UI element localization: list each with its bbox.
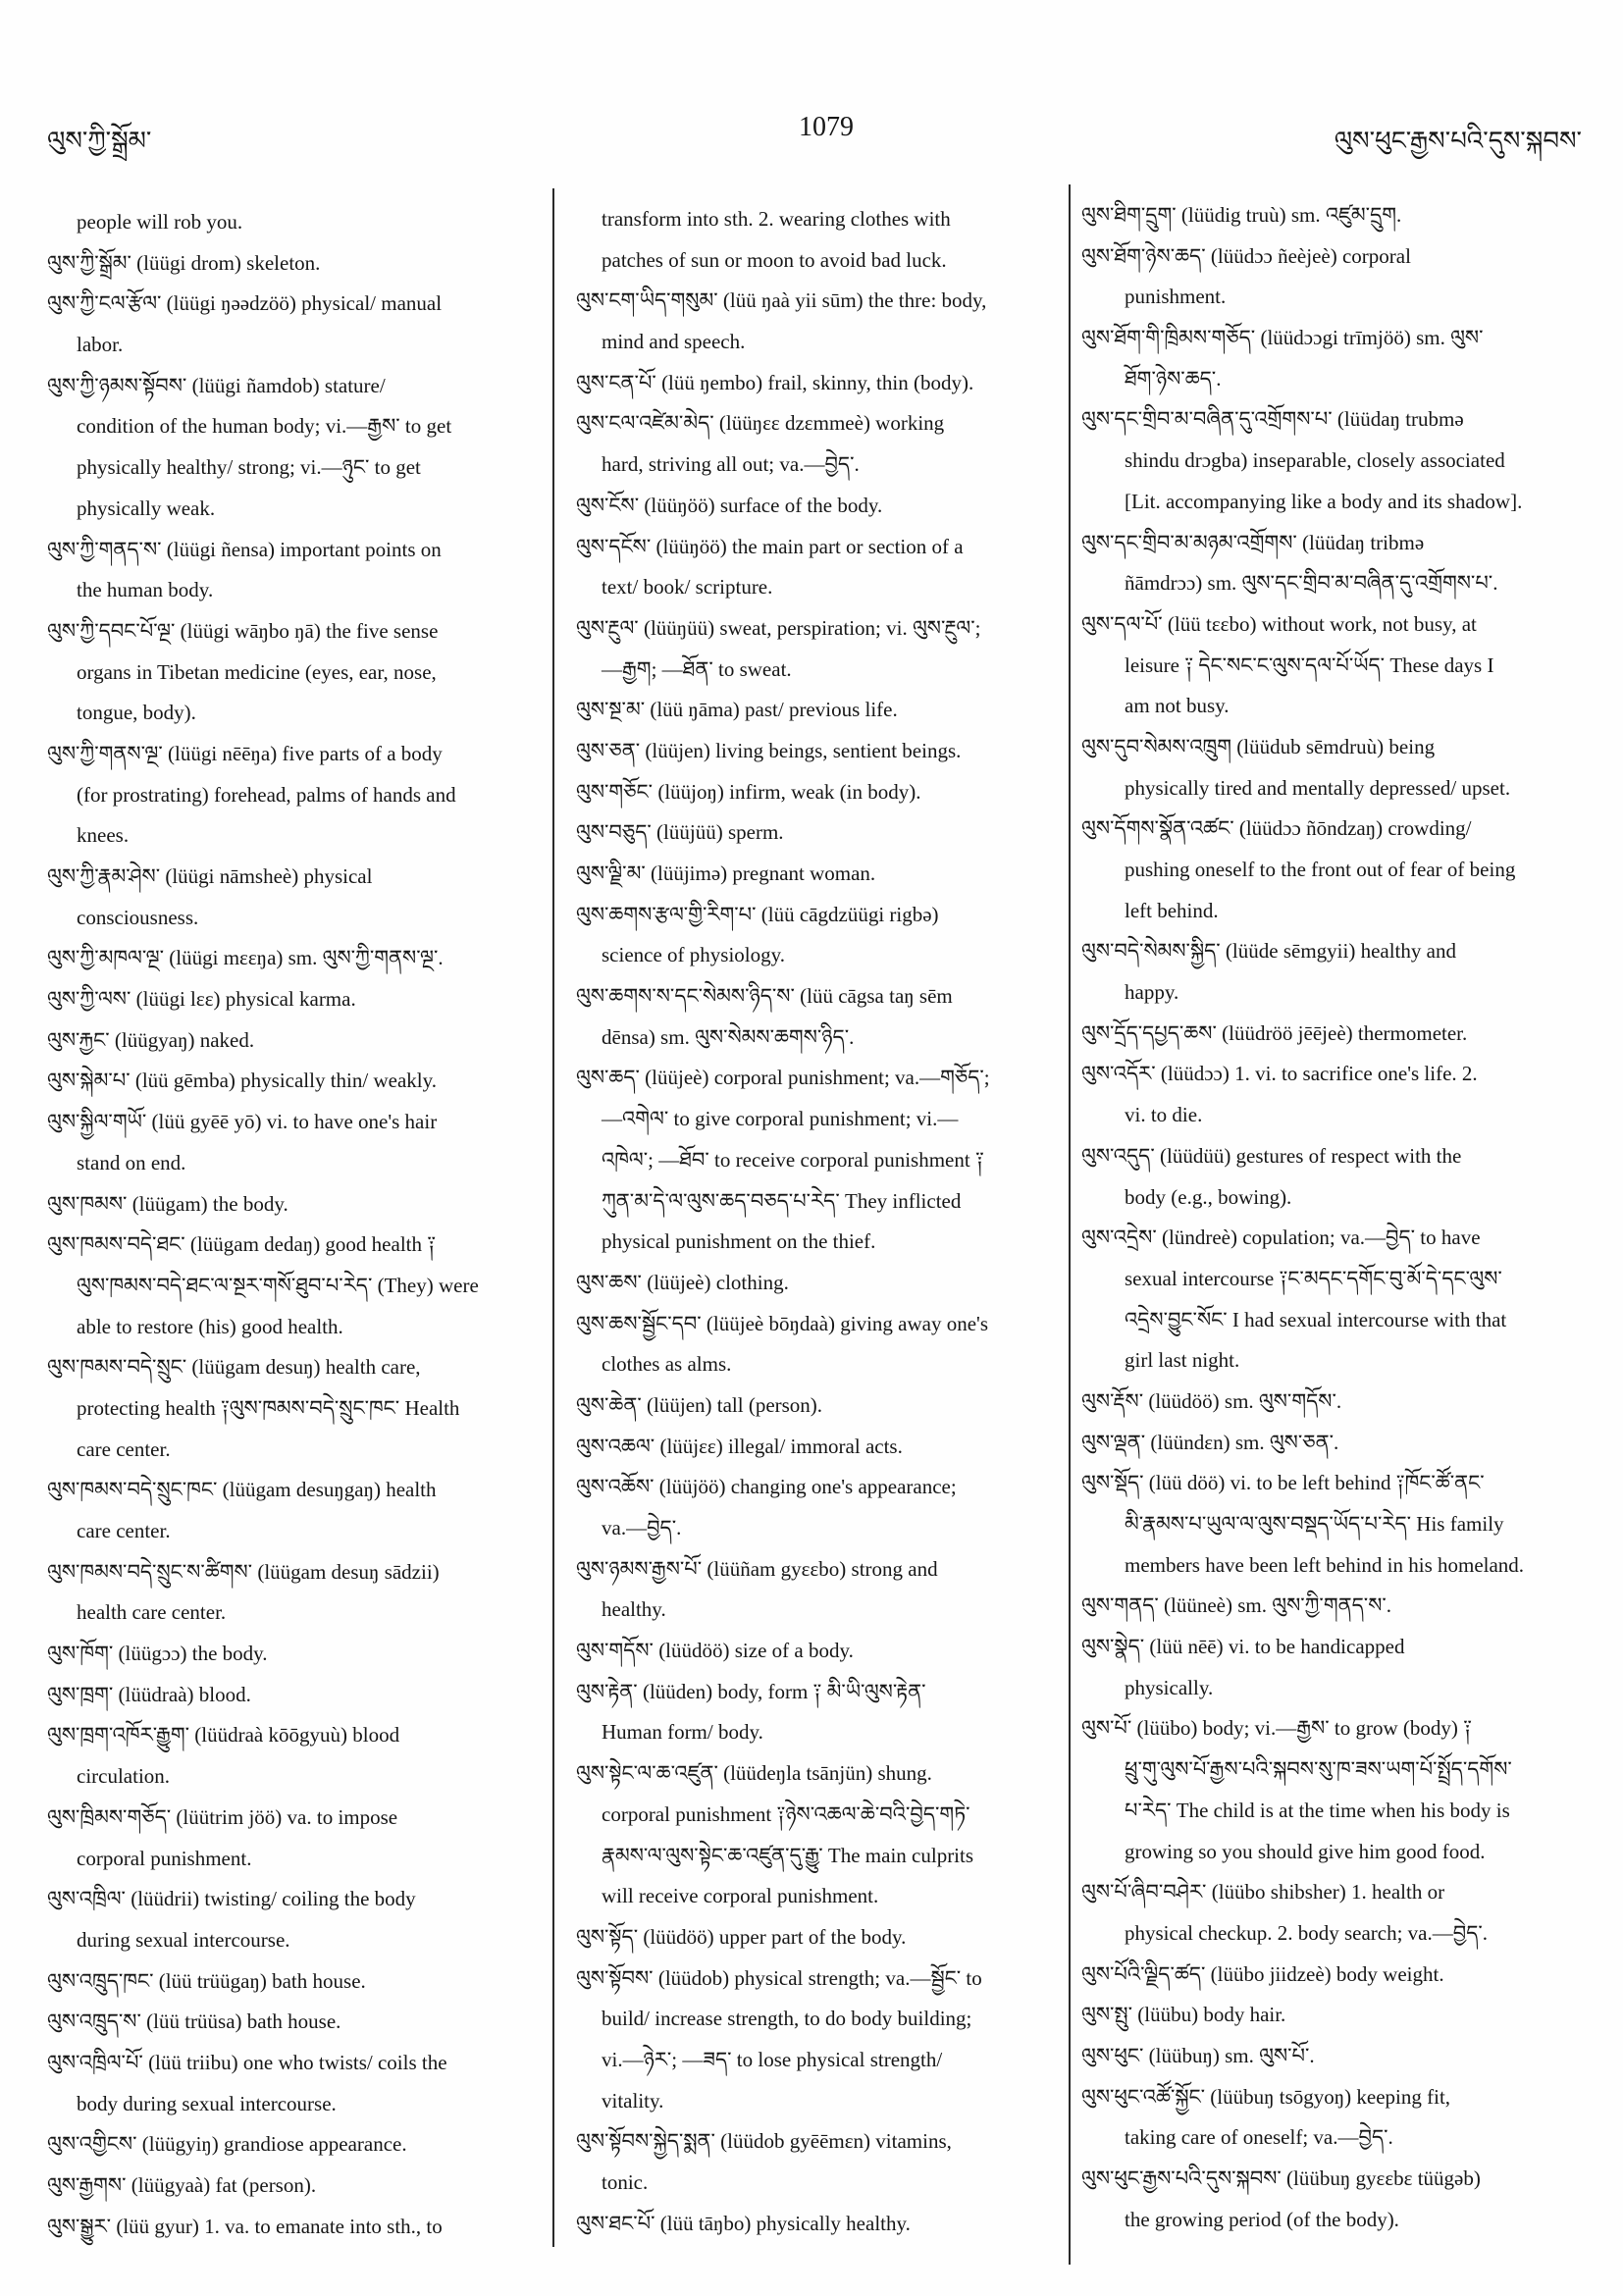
entry-headword-line: ལུས་པོ་ (lüübo) body; vi.—རྒྱས་ to grow (body) ༑ xyxy=(1081,1716,1472,1741)
entry-headword-line: ལུས་རྟེན་ (lüüden) body, form ༑ མི་ཡི་ལུས་རྟེན་ xyxy=(576,1679,926,1703)
entry-continuation-line: am not busy. xyxy=(1125,694,1230,718)
entry-headword-line: ལུས་ཀྱི་གནས་ལྔ་ (lüügi nēēŋa) five parts of a body xyxy=(47,741,443,765)
entry-headword-line: ལུས་དལ་པོ་ (lüü tɛɛbo) without work, not busy, at xyxy=(1081,611,1477,636)
dictionary-entry xyxy=(1081,2077,1592,2159)
entry-headword-line: ལུས་དོགས་སྣོན་འཚང་ (lüüdɔɔ ñōndzaŋ) crowding/ xyxy=(1081,816,1472,841)
dictionary-entry xyxy=(47,243,543,285)
entry-headword-line: ལུས་ལྡན་ (lüündɛn) sm. ལུས་ཅན་. xyxy=(1081,1430,1339,1454)
entry-headword-line: ལུས་ཁྲིམས་གཅོད་ (lüütrim jöö) va. to impose xyxy=(47,1804,398,1829)
dictionary-entry xyxy=(47,2207,543,2248)
dictionary-entry xyxy=(576,1304,1062,1385)
entry-continuation-line: mind and speech. xyxy=(602,330,746,354)
entry-headword-line: ལུས་དུབ་སེམས་འཁྲུག (lüüdub sēmdruù) being xyxy=(1081,734,1436,758)
entry-continuation-line: stand on end. xyxy=(77,1150,186,1174)
dictionary-entry xyxy=(47,366,543,530)
entry-headword-line: ལུས་ཐང་པོ་ (lüü tāŋbo) physically healthy. xyxy=(576,2211,911,2235)
dictionary-entry xyxy=(576,1549,1062,1631)
entry-continuation-line: ལུས་ཁམས་བདེ་ཐང་ལ་སྔར་གསོ་ཐུབ་པ་རེད་ (They) were xyxy=(77,1273,479,1297)
dictionary-entry xyxy=(1081,1463,1592,1586)
dictionary-entry xyxy=(1081,1014,1592,1055)
entry-headword-line: ལུས་གཅོང་ (lüüjoŋ) infirm, weak (in body). xyxy=(576,779,921,804)
entry-headword-line: ལུས་ཀྱི་ཉམས་སྟོབས་ (lüügi ñamdob) stature/ xyxy=(47,373,386,397)
dictionary-entry xyxy=(47,611,543,734)
entry-headword-line: ལུས་ཁམས་བདེ་སྲུང་ས་ཚིགས་ (lüügam desuŋ sādzii) xyxy=(47,1559,440,1584)
entry-continuation-line: physical punishment on the thief. xyxy=(602,1229,876,1254)
dictionary-entry xyxy=(47,2002,543,2043)
dictionary-entry xyxy=(1081,809,1592,931)
entry-headword-line: ལུས་ཕུང་འཚོ་སྐྱོང་ (lüübuŋ tsōgyoŋ) keeping fit, xyxy=(1081,2084,1451,2109)
entry-continuation-line: ཕྲུ་གུ་ལུས་པོ་རྒྱས་པའི་སྐབས་སུ་ཁ་ཟས་ཡག་པོ་སྤྲོད་དགོས་ xyxy=(1125,1757,1512,1782)
dictionary-entry xyxy=(576,1263,1062,1304)
dictionary-entry xyxy=(1081,1382,1592,1423)
entry-continuation-line: able to restore (his) good health. xyxy=(77,1314,343,1338)
entry-continuation-line: condition of the human body; vi.—རྒྱས་ to get xyxy=(77,414,452,439)
entry-headword-line: ལུས་ལྗི་མ་ (lüüjimə) pregnant woman. xyxy=(576,861,876,885)
column-divider xyxy=(1069,184,1071,2265)
entry-continuation-line: leisure ༑ དེང་སང་ང་ལུས་དལ་པོ་ཡོད་ These days I xyxy=(1125,652,1494,677)
entry-headword-line: ལུས་སྤུ་ (lüübu) body hair. xyxy=(1081,2003,1286,2027)
dictionary-entry xyxy=(1081,195,1592,236)
entry-headword-line: ལུས་ཆས་ (lüüjeè) clothing. xyxy=(576,1270,789,1294)
entry-headword-line: ལུས་རྐྱང་ (lüügyaŋ) naked. xyxy=(47,1027,255,1052)
dictionary-entry xyxy=(1081,1955,1592,1996)
entry-headword-line: ལུས་གནད་ (lüüneè) sm. ལུས་ཀྱི་གནད་ས་. xyxy=(1081,1593,1392,1618)
dictionary-entry xyxy=(1081,727,1592,809)
entry-continuation-line: physically healthy/ strong; vi.—ཉུང་ to get xyxy=(77,455,421,480)
entry-headword-line: ལུས་སྡོད་ (lüü döö) vi. to be left behind ༑ཁོང་ཚོ་ནང་ xyxy=(1081,1471,1485,1495)
dictionary-entry xyxy=(576,2204,1062,2245)
dictionary-entry xyxy=(1081,1054,1592,1135)
entry-headword-line: ལུས་སྔ་མ་ (lüü ŋāma) past/ previous life. xyxy=(576,698,898,722)
entry-continuation-line: patches of sun or moon to avoid bad luck. xyxy=(602,247,947,272)
entry-continuation-line: physical checkup. 2. body search; va.—བྱེད་. xyxy=(1125,1920,1489,1945)
entry-continuation-line: transform into sth. 2. wearing clothes with xyxy=(602,207,951,231)
dictionary-entry xyxy=(47,1061,543,1102)
dictionary-entry xyxy=(47,1961,543,2003)
dictionary-entry xyxy=(47,1225,543,1347)
entry-headword-line: ལུས་པོ་ཞིབ་བཤེར་ (lüübo shibsher) 1. health or xyxy=(1081,1880,1445,1905)
entry-headword-line: ལུས་ཁམས་ (lüügam) the body. xyxy=(47,1191,288,1216)
dictionary-entry xyxy=(576,486,1062,527)
entry-continuation-line: protecting health ༑ལུས་ཁམས་བདེ་སྲུང་ཁང་ Health xyxy=(77,1395,460,1420)
dictionary-entry xyxy=(576,1958,1062,2122)
dictionary-entry xyxy=(47,2043,543,2124)
entry-headword-line: ལུས་འཁྲིལ་པོ་ (lüü triibu) one who twists/ coils the xyxy=(47,2050,447,2074)
entry-headword-line: ལུས་ཀྱི་ལས་ (lüügi lɛɛ) physical karma. xyxy=(47,987,356,1012)
dictionary-entry xyxy=(576,690,1062,731)
entry-headword-line: ལུས་ཆགས་ས་དང་སེམས་ཉིད་ས་ (lüü cāgsa taŋ sēm xyxy=(576,984,953,1009)
entry-headword-line: ལུས་སྒྱུར་ (lüü gyur) 1. va. to emanate into sth., to xyxy=(47,2214,443,2238)
entry-continuation-line: corporal punishment. xyxy=(77,1846,252,1870)
dictionary-entry xyxy=(1081,1995,1592,2036)
entry-continuation-line: vi. to die. xyxy=(1125,1103,1203,1127)
entry-headword-line: ལུས་སྟོད་ (lüüdöö) upper part of the body. xyxy=(576,1924,907,1949)
running-head-left: ལུས་ཀྱི་སྒྲོམ་ xyxy=(47,127,152,155)
dictionary-entry xyxy=(1081,1586,1592,1627)
dictionary-entry xyxy=(47,530,543,611)
entry-headword-line: ལུས་ཀྱི་སྒྲོམ་ (lüügi drom) skeleton. xyxy=(47,250,321,275)
entry-headword-line: ལུས་ཁམས་བདེ་སྲུང་ (lüügam desuŋ) health care, xyxy=(47,1355,421,1380)
dictionary-entry xyxy=(1081,1872,1592,1954)
dictionary-entry xyxy=(1081,2159,1592,2240)
entry-headword-line: ལུས་ཕུང་ (lüübuŋ) sm. ལུས་པོ་. xyxy=(1081,2043,1315,2067)
dictionary-entry xyxy=(576,812,1062,854)
entry-continuation-line: care center. xyxy=(77,1519,171,1542)
dictionary-entry xyxy=(1081,1136,1592,1218)
column-left xyxy=(47,202,543,2263)
entry-continuation-line: consciousness. xyxy=(77,905,199,929)
entry-continuation-line: happy. xyxy=(1125,980,1179,1005)
column-middle xyxy=(576,199,1062,2260)
entry-headword-line: ལུས་ཆས་སྦྱོང་དབ་ (lüüjeè bōŋdaà) giving away one's xyxy=(576,1311,989,1335)
entry-headword-line: ལུས་སྟེང་ལ་ཆ་འཛུན་ (lüüdeŋla tsānjün) shung. xyxy=(576,1761,932,1786)
entry-continuation-line: punishment. xyxy=(1125,285,1227,309)
entry-headword-line: ལུས་ངོས་ (lüüŋöö) surface of the body. xyxy=(576,493,883,517)
entry-continuation-line: the growing period (of the body). xyxy=(1125,2207,1399,2231)
entry-continuation-line: body (e.g., bowing). xyxy=(1125,1184,1292,1209)
entry-headword-line: ལུས་རྡོས་ (lüüdöö) sm. ལུས་གདོས་. xyxy=(1081,1388,1342,1413)
entry-continuation-line: physically weak. xyxy=(77,496,216,520)
entry-continuation-line: body during sexual intercourse. xyxy=(77,2091,337,2115)
entry-continuation-line: ñāmdrɔɔ) sm. ལུས་དང་གྲིབ་མ་བཞིན་དུ་འགྲོགས་པ་. xyxy=(1125,571,1498,596)
entry-headword-line: ལུས་སྐྱིལ་གཡོ་ (lüü gyēē yō) vi. to have one's hair xyxy=(47,1110,438,1134)
entry-continuation-line: —འགེལ་ to give corporal punishment; vi.— xyxy=(602,1107,959,1131)
entry-continuation-line: hard, striving all out; va.—བྱེད་. xyxy=(602,452,860,477)
entry-headword-line: ལུས་འགྱིངས་ (lüügyiŋ) grandiose appearance. xyxy=(47,2132,407,2157)
dictionary-entry xyxy=(47,857,543,938)
dictionary-entry xyxy=(576,403,1062,485)
dictionary-entry xyxy=(1081,2036,1592,2077)
entry-headword-line: ལུས་དྲོད་དཔྱད་ཆས་ (lüüdröö jēējeè) thermometer. xyxy=(1081,1020,1468,1045)
entry-headword-line: ལུས་དངོས་ (lüüŋöö) the main part or section of a xyxy=(576,534,964,558)
column-right xyxy=(1081,195,1592,2256)
entry-continuation-line: corporal punishment ༑ཉེས་འཆལ་ཆེ་བའི་བྱེད་གཏེ་ xyxy=(602,1801,970,1826)
entry-continuation-line: vitality. xyxy=(602,2088,664,2113)
entry-headword-line: ལུས་བདེ་སེམས་སྐྱིད་ (lüüde sēmgyii) healthy and xyxy=(1081,939,1456,964)
entry-headword-line: ལུས་ཐིག་དྲུག་ (lüüdig truù) sm. འཛུམ་དྲུག. xyxy=(1081,203,1402,227)
dictionary-entry xyxy=(576,731,1062,772)
entry-headword-line: ལུས་འདོར་ (lüüdɔɔ) 1. vi. to sacrifice one's life. 2. xyxy=(1081,1062,1478,1086)
dictionary-entry xyxy=(47,979,543,1020)
entry-continuation-line: pushing oneself to the front out of fear of being xyxy=(1125,858,1516,881)
page-number: 1079 xyxy=(799,112,854,142)
dictionary-entry xyxy=(1081,604,1592,727)
entry-headword-line: ལུས་སྣེད་ (lüü nēē) vi. to be handicapped xyxy=(1081,1635,1405,1659)
entry-headword-line: ལུས་ངལ་འཛེམ་མེད་ (lüüŋɛɛ dzɛmmeè) working xyxy=(576,411,945,436)
dictionary-entry xyxy=(47,1879,543,1960)
dictionary-entry xyxy=(47,1184,543,1226)
entry-headword-line: ལུས་བཅུད་ (lüüjüü) sperm. xyxy=(576,820,784,845)
entry-continuation-line: འཁེལ་; —ཐོབ་ to receive corporal punishment ༑ xyxy=(602,1147,984,1172)
dictionary-entry xyxy=(576,363,1062,404)
entry-headword-line: ལུས་ཅན་ (lüüjen) living beings, sentient beings. xyxy=(576,738,962,762)
dictionary-entry xyxy=(576,976,1062,1058)
entry-headword-line: ལུས་དང་གྲིབ་མ་མཉམ་འགྲོགས་ (lüüdaŋ tribmə xyxy=(1081,530,1425,554)
dictionary-entry xyxy=(47,1798,543,1879)
entry-headword-line: ལུས་ཁམས་བདེ་སྲུང་ཁང་ (lüügam desuŋgaŋ) health xyxy=(47,1478,437,1502)
dictionary-entry xyxy=(576,895,1062,976)
entry-headword-line: ལུས་སྟོབས་ (lüüdob) physical strength; va.—སྦྱོང་ to xyxy=(576,1965,982,1990)
entry-continuation-line: པ་རེད་ The child is at the time when his body is xyxy=(1125,1798,1510,1822)
dictionary-entry xyxy=(576,854,1062,895)
dictionary-entry xyxy=(576,1672,1062,1753)
dictionary-entry xyxy=(47,1634,543,1675)
entry-continuation-line: va.—བྱེད་. xyxy=(602,1516,682,1539)
entry-headword-line: ལུས་པོའི་ལྗིད་ཚད་ (lüübo jiidzeè) body weight. xyxy=(1081,1961,1444,1986)
entry-headword-line: ལུས་ཕུང་རྒྱས་པའི་དུས་སྐབས་ (lüübuŋ gyɛɛbɛ tüügəb) xyxy=(1081,2166,1481,2190)
dictionary-entry xyxy=(1081,318,1592,399)
entry-headword-line: ལུས་སྐེམ་པ་ (lüü gēmba) physically thin/ weakly. xyxy=(47,1069,438,1093)
entry-continuation-line: healthy. xyxy=(602,1597,666,1622)
entry-continuation-line: labor. xyxy=(77,333,124,357)
entry-continuation-line: the human body. xyxy=(77,578,214,602)
entry-headword-line: ལུས་འཆལ་ (lüüjɛɛ) illegal/ immoral acts. xyxy=(576,1434,903,1458)
entry-continuation-line: clothes as alms. xyxy=(602,1352,732,1377)
dictionary-entry xyxy=(576,1385,1062,1427)
entry-continuation-line: tonic. xyxy=(602,2170,649,2194)
entry-headword-line: ལུས་དང་གྲིབ་མ་བཞིན་དུ་འགྲོགས་པ་ (lüüdaŋ trubmə xyxy=(1081,407,1464,432)
dictionary-entry xyxy=(576,281,1062,362)
dictionary-entry xyxy=(576,2121,1062,2203)
entry-headword-line: ལུས་ཐོག་ཉེས་ཆད་ (lüüdɔɔ ñeèjeè) corporal xyxy=(1081,243,1411,268)
entry-headword-line: ལུས་སྟོབས་སྐྱེད་སྨན་ (lüüdob gyēēmɛn) vitamins, xyxy=(576,2129,952,2154)
dictionary-entry xyxy=(47,2124,543,2166)
dictionary-entry xyxy=(47,938,543,979)
dictionary-entry xyxy=(47,2166,543,2207)
dictionary-entry xyxy=(576,1753,1062,1917)
entry-headword-line: ལུས་ཁྲག་ (lüüdraà) blood. xyxy=(47,1682,251,1706)
dictionary-entry xyxy=(1081,1627,1592,1708)
dictionary-entry xyxy=(1081,236,1592,318)
entry-headword-line: ལུས་རྒྱགས་ (lüügyaà) fat (person). xyxy=(47,2173,317,2197)
entry-continuation-line: physically tired and mentally depressed/ upset. xyxy=(1125,775,1511,800)
entry-continuation-line: dēnsa) sm. ལུས་སེམས་ཆགས་ཉིད་. xyxy=(602,1024,855,1049)
running-head-right: ལུས་ཕུང་རྒྱས་པའི་དུས་སྐབས་ xyxy=(1334,127,1582,155)
dictionary-entry xyxy=(47,1102,543,1183)
dictionary-entry xyxy=(47,1470,543,1551)
entry-continuation-line: shindu drɔgba) inseparable, closely associated xyxy=(1125,448,1505,473)
dictionary-entry xyxy=(47,1347,543,1470)
entry-continuation-line: knees. xyxy=(77,823,130,848)
entry-headword-line: ལུས་ཆགས་རྩལ་གྱི་རིག་པ་ (lüü cāgdzüügi rigbə) xyxy=(576,902,939,926)
dictionary-entry xyxy=(576,1631,1062,1672)
entry-headword-line: ལུས་འདུད་ (lüüdüü) gestures of respect with the xyxy=(1081,1143,1462,1168)
dictionary-entry xyxy=(47,1020,543,1062)
entry-headword-line: ལུས་ཁོག་ (lüügɔɔ) the body. xyxy=(47,1642,268,1666)
entry-continuation-line: build/ increase strength, to do body building; xyxy=(602,2007,972,2031)
entry-continuation-line: (for prostrating) forehead, palms of hands and xyxy=(77,782,456,807)
dictionary-entry xyxy=(1081,1218,1592,1382)
entry-continuation-line: will receive corporal punishment. xyxy=(602,1884,879,1908)
entry-continuation-line: རྣམས་ལ་ལུས་སྟེང་ཆ་འཛུན་དུ་རྒྱུ་ The main culprits xyxy=(602,1843,974,1867)
entry-headword-line: ལུས་ཆེན་ (lüüjen) tall (person). xyxy=(576,1392,823,1417)
entry-headword-line: ལུས་ཁམས་བདེ་ཐང་ (lüügam dedaŋ) good health ༑ xyxy=(47,1232,437,1257)
entry-continuation-line: during sexual intercourse. xyxy=(77,1927,290,1952)
entry-continuation-line: text/ book/ scripture. xyxy=(602,575,773,600)
entry-continuation-line: members have been left behind in his homeland. xyxy=(1125,1552,1525,1577)
entry-continuation-line: tongue, body). xyxy=(77,701,196,725)
dictionary-entry xyxy=(576,1058,1062,1262)
dictionary-entry xyxy=(1081,399,1592,522)
entry-headword-line: ལུས་འཁྲིལ་ (lüüdrii) twisting/ coiling the body xyxy=(47,1887,416,1911)
dictionary-entry xyxy=(47,1675,543,1716)
dictionary-entry xyxy=(47,284,543,365)
entry-continuation-line: left behind. xyxy=(1125,898,1219,922)
dictionary-entry xyxy=(47,1715,543,1797)
entry-continuation-line: འདྲེས་བྱུང་སོང་ I had sexual intercourse with that xyxy=(1125,1307,1507,1331)
dictionary-entry xyxy=(47,734,543,857)
entry-headword-line: ལུས་ངན་པོ་ (lüü ŋembo) frail, skinny, thin (body). xyxy=(576,370,974,394)
dictionary-entry xyxy=(1081,1708,1592,1872)
dictionary-entry xyxy=(1081,1423,1592,1464)
entry-continuation-line: —རྒྱག; —ཐོན་ to sweat. xyxy=(602,656,792,681)
entry-continuation-line: [Lit. accompanying like a body and its shadow]. xyxy=(1125,489,1523,513)
entry-continuation-line: ཐོག་ཉེས་ཆད་. xyxy=(1125,366,1222,391)
dictionary-entry xyxy=(576,527,1062,608)
entry-continuation-line: ཀུན་མ་དེ་ལ་ལུས་ཆད་བཅད་པ་རེད་ They inflicted xyxy=(602,1188,962,1213)
entry-continuation xyxy=(47,202,543,243)
entry-headword-line: ལུས་ཀྱི་དབང་པོ་ལྔ་ (lüügi wāŋbo ŋā) the five sense xyxy=(47,618,439,643)
dictionary-entry xyxy=(1081,931,1592,1013)
entry-headword-line: ལུས་རྔུལ་ (lüüŋüü) sweat, perspiration; vi. ལུས་རྔུལ་; xyxy=(576,615,981,640)
entry-continuation-line: care center. xyxy=(77,1436,171,1461)
entry-continuation-line: taking care of oneself; va.—བྱེད་. xyxy=(1125,2125,1393,2150)
dictionary-entry xyxy=(576,772,1062,813)
entry-headword-line: ལུས་ཀྱི་མཁལ་ལྔ་ (lüügi mɛɛŋa) sm. ལུས་ཀྱི་གནས་ལྔ་. xyxy=(47,946,444,970)
entry-continuation-line: science of physiology. xyxy=(602,943,786,967)
dictionary-entry xyxy=(576,1467,1062,1548)
dictionary-entry xyxy=(576,608,1062,690)
dictionary-entry xyxy=(1081,523,1592,604)
entry-continuation-line: མི་རྣམས་པ་ཡུལ་ལ་ལུས་བསྡད་ཡོད་པ་རེད་ His family xyxy=(1125,1512,1504,1536)
entry-continuation-line: girl last night. xyxy=(1125,1348,1240,1373)
entry-headword-line: ལུས་འཁྲུད་ཁང་ (lüü trüügaŋ) bath house. xyxy=(47,1968,366,1993)
entry-headword-line: ལུས་ཀྱི་གནད་ས་ (lüügi ñensa) important points on xyxy=(47,537,442,561)
entry-continuation-line: people will rob you. xyxy=(77,210,243,234)
entry-continuation-line: growing so you should give him good food. xyxy=(1125,1839,1486,1863)
entry-headword-line: ལུས་འདྲེས་ (lündreè) copulation; va.—བྱེད་ to have xyxy=(1081,1226,1481,1250)
column-divider xyxy=(552,188,554,2247)
entry-continuation xyxy=(576,199,1062,281)
entry-headword-line: ལུས་ཐོག་གི་ཁྲིམས་གཅོད་ (lüüdɔɔgi trīmjöö) sm. ལུས་ xyxy=(1081,326,1484,350)
entry-continuation-line: health care center. xyxy=(77,1600,227,1625)
dictionary-entry xyxy=(47,1552,543,1634)
entry-headword-line: ལུས་གདོས་ (lüüdöö) size of a body. xyxy=(576,1639,854,1663)
entry-continuation-line: vi.—ཉེར་; —ཟད་ to lose physical strength/ xyxy=(602,2047,943,2071)
entry-continuation-line: sexual intercourse ༑ང་མདང་དགོང་བུ་མོ་དེ་དང་ལུས་ xyxy=(1125,1266,1502,1290)
entry-continuation-line: circulation. xyxy=(77,1764,171,1789)
entry-continuation-line: Human form/ body. xyxy=(602,1720,763,1745)
dictionary-entry xyxy=(576,1427,1062,1468)
entry-headword-line: ལུས་འཆོས་ (lüüjöö) changing one's appearance; xyxy=(576,1475,957,1499)
entry-continuation-line: physically. xyxy=(1125,1675,1214,1699)
entry-headword-line: ལུས་ཁྲག་འཁོར་རྒྱུག་ (lüüdraà kōōgyuù) blood xyxy=(47,1723,400,1748)
dictionary-entry xyxy=(576,1917,1062,1958)
entry-headword-line: ལུས་འཁྲུད་ས་ (lüü trüüsa) bath house. xyxy=(47,2009,341,2034)
entry-headword-line: ལུས་ངག་ཡིད་གསུམ་ (lüü ŋaà yii sūm) the thre: body, xyxy=(576,288,987,313)
entry-headword-line: ལུས་ཀྱི་རྣམ་ཤེས་ (lüügi nāmsheè) physical xyxy=(47,864,373,888)
entry-continuation-line: organs in Tibetan medicine (eyes, ear, nose, xyxy=(77,659,437,684)
entry-headword-line: ལུས་ཀྱི་ངལ་རྩོལ་ (lüügi ŋəədzöö) physical/ manual xyxy=(47,291,443,316)
entry-headword-line: ལུས་ཉམས་རྒྱས་པོ་ (lüüñam gyɛɛbo) strong and xyxy=(576,1556,938,1581)
entry-headword-line: ལུས་ཆད་ (lüüjeè) corporal punishment; va.—གཅོད་; xyxy=(576,1066,990,1090)
